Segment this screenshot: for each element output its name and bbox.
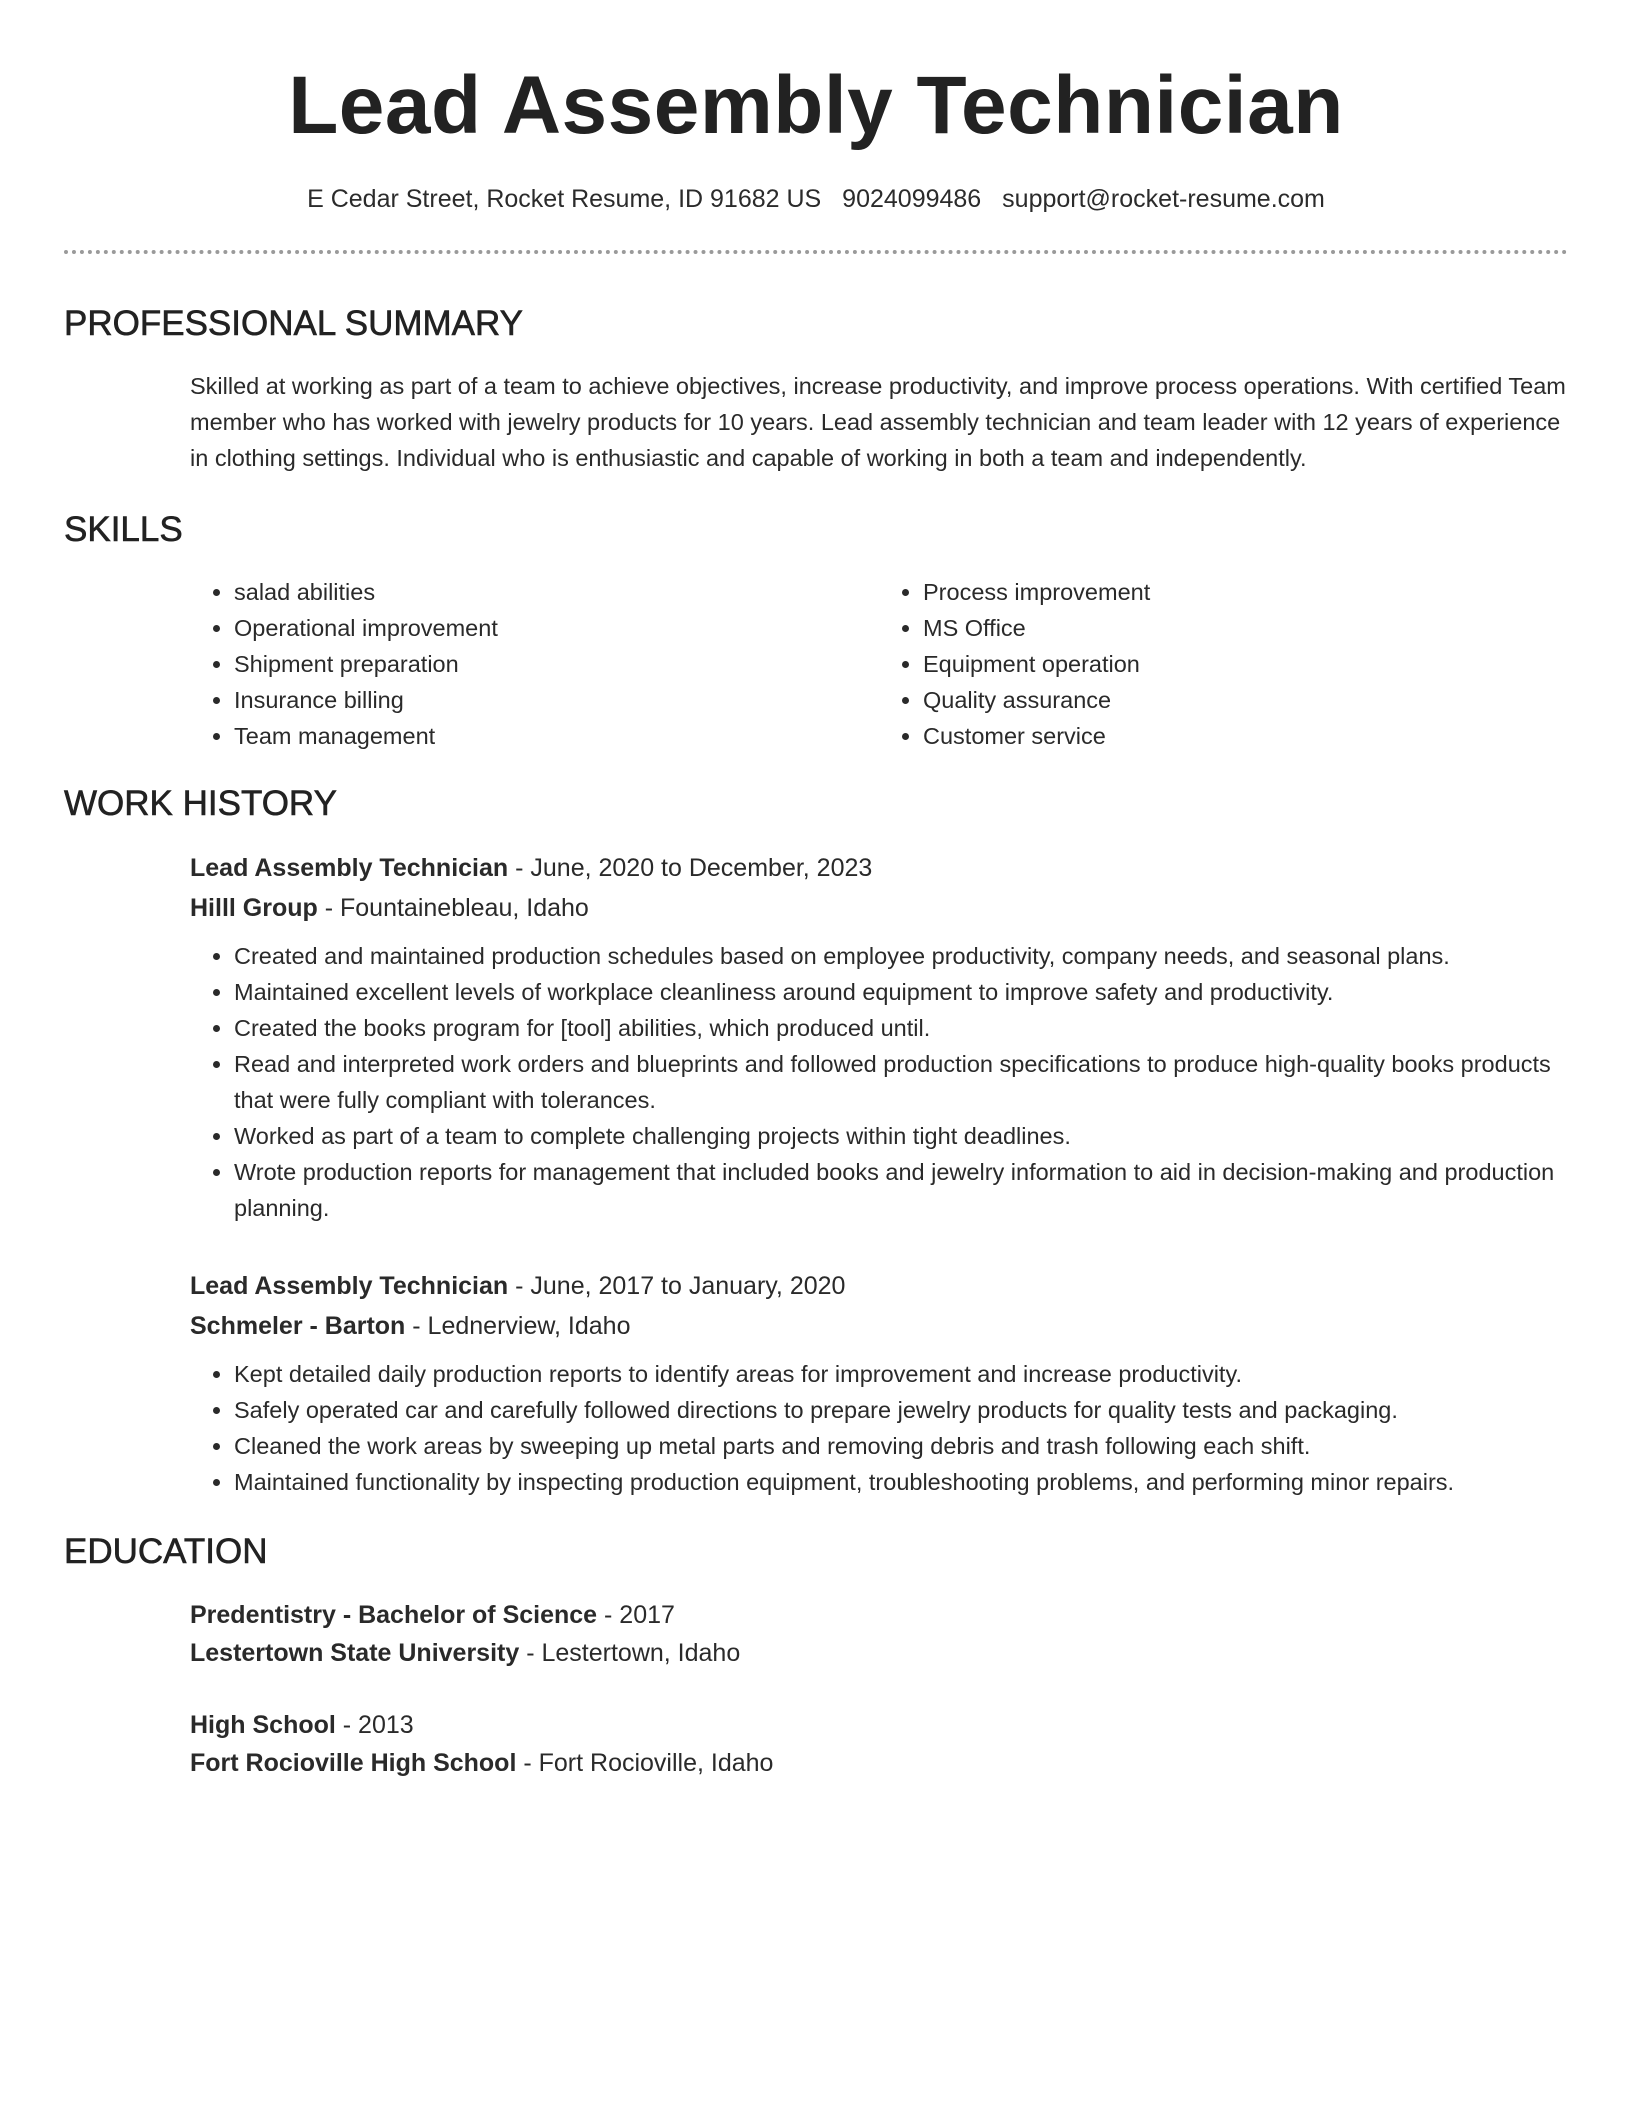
job-bullet: • Maintained excellent levels of workplace cleanliness around equipment to improve safety and productivity. <box>234 974 1568 1010</box>
job-bullets <box>190 1356 1568 1500</box>
education-school-line <box>190 1744 1568 1782</box>
job-bullet: • Kept detailed daily production reports to identify areas for improvement and increase productivity. <box>234 1356 1568 1392</box>
skills-left-list <box>190 574 879 754</box>
education-degree: High School <box>190 1711 336 1739</box>
skill-item: • Insurance billing <box>234 682 879 718</box>
skill-item: • salad abilities <box>234 574 879 610</box>
job-dates: - June, 2020 to December, 2023 <box>508 854 873 882</box>
job-bullet: • Cleaned the work areas by sweeping up metal parts and removing debris and trash following each shift. <box>234 1428 1568 1464</box>
job-bullet: • Read and interpreted work orders and blueprints and followed production specifications to produce high-quality books products that were fully compliant with tolerances. <box>234 1046 1568 1118</box>
job-title-line <box>190 848 1568 888</box>
education-entry <box>190 1596 1568 1672</box>
skill-item: • Customer service <box>923 718 1568 754</box>
job-bullet: • Created the books program for [tool] abilities, which produced until. <box>234 1010 1568 1046</box>
job-position: Lead Assembly Technician <box>190 1272 509 1300</box>
job-company: Schmeler - Barton <box>190 1312 406 1340</box>
job-company: Hilll Group <box>190 894 318 922</box>
education-degree: Predentistry - Bachelor of Science <box>190 1601 598 1629</box>
education-degree-line <box>190 1596 1568 1634</box>
education-year: - 2017 <box>597 1601 675 1629</box>
education-year: - 2013 <box>335 1711 414 1739</box>
job-location: - Fountainebleau, Idaho <box>317 894 589 922</box>
job-bullet: • Worked as part of a team to complete challenging projects within tight deadlines. <box>234 1118 1568 1154</box>
job-bullet: • Wrote production reports for management that included books and jewelry information to aid in decision-making and production planning. <box>234 1154 1568 1226</box>
education-location: - Fort Rocioville, Idaho <box>516 1749 774 1777</box>
job-location: - Lednerview, Idaho <box>405 1312 631 1340</box>
skill-item: • Quality assurance <box>923 682 1568 718</box>
contact-phone: 9024099486 <box>842 185 982 213</box>
resume-header <box>64 0 1568 254</box>
skill-item: • MS Office <box>923 610 1568 646</box>
contact-address: E Cedar Street, Rocket Resume, ID 91682 US <box>307 185 822 213</box>
summary-heading: PROFESSIONAL SUMMARY <box>64 304 523 343</box>
skill-item: • Equipment operation <box>923 646 1568 682</box>
education-heading: EDUCATION <box>64 1532 268 1571</box>
job-entry <box>190 848 1568 1226</box>
summary-section <box>64 302 1568 476</box>
work-history-section <box>64 782 1568 1500</box>
job-company-line <box>190 1306 1568 1346</box>
education-location: - Lestertown, Idaho <box>519 1639 741 1667</box>
job-bullet: • Maintained functionality by inspecting production equipment, troubleshooting problems, and performing minor repairs. <box>234 1464 1568 1500</box>
skill-item: • Shipment preparation <box>234 646 879 682</box>
job-title-line <box>190 1266 1568 1306</box>
skill-item: • Process improvement <box>923 574 1568 610</box>
skills-section <box>64 508 1568 754</box>
header-divider <box>64 250 1568 254</box>
job-entry <box>190 1266 1568 1500</box>
contact-line <box>64 182 1568 216</box>
skill-item: • Operational improvement <box>234 610 879 646</box>
education-entry <box>190 1706 1568 1782</box>
summary-text: Skilled at working as part of a team to achieve objectives, increase productivity, and improve process operations. With certified Team member who has worked with jewelry products for 10 years. Lead assembly technician and team leader with 12 years of experience in clothing settings. Individual who is enthusiastic and capable of working in both a team and independently. <box>190 373 1566 471</box>
skills-grid <box>190 574 1568 754</box>
job-bullets <box>190 938 1568 1226</box>
skills-heading: SKILLS <box>64 510 183 549</box>
job-bullet: • Created and maintained production schedules based on employee productivity, company needs, and seasonal plans. <box>234 938 1568 974</box>
education-school: Fort Rocioville High School <box>190 1749 517 1777</box>
skill-item: • Team management <box>234 718 879 754</box>
work-history-heading: WORK HISTORY <box>64 784 337 823</box>
education-school: Lestertown State University <box>190 1639 520 1667</box>
job-dates: - June, 2017 to January, 2020 <box>508 1272 846 1300</box>
job-position: Lead Assembly Technician <box>190 854 509 882</box>
skills-right-list <box>879 574 1568 754</box>
education-section <box>64 1530 1568 1782</box>
education-degree-line <box>190 1706 1568 1744</box>
contact-email[interactable]: support@rocket-resume.com <box>1002 185 1325 213</box>
candidate-name: Lead Assembly Technician <box>288 60 1344 151</box>
education-school-line <box>190 1634 1568 1672</box>
job-bullet: • Safely operated car and carefully followed directions to prepare jewelry products for quality tests and packaging. <box>234 1392 1568 1428</box>
job-company-line <box>190 888 1568 928</box>
